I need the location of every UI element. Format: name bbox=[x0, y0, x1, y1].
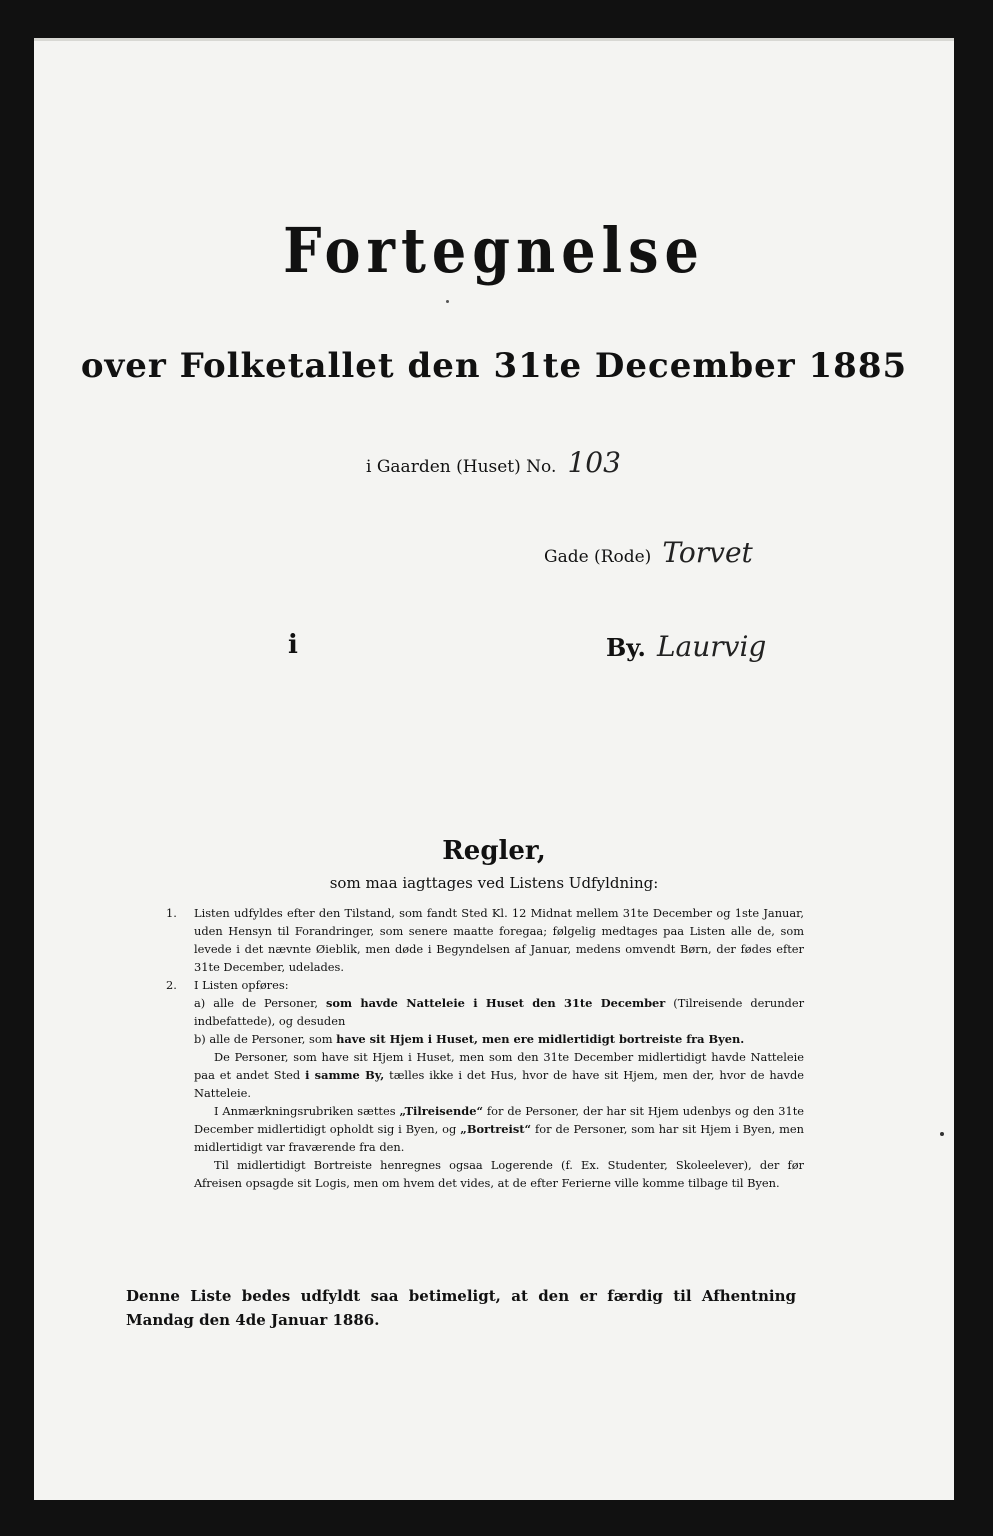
footer-line-2: Mandag den 4de Januar 1886. bbox=[126, 1311, 380, 1329]
rule-text: I Listen opføres: bbox=[194, 978, 289, 992]
ink-speck bbox=[446, 300, 449, 303]
rule-paragraph-2 bbox=[166, 1102, 804, 1156]
rule-bold-text: have sit Hjem i Huset, men ere midlertidigt bortreiste fra Byen. bbox=[336, 1032, 745, 1046]
rule-text: I Anmærkningsrubriken sættes bbox=[214, 1104, 396, 1118]
rule-text: a) alle de Personer, bbox=[194, 996, 318, 1010]
rule-bold-text: som havde Natteleie i Huset den 31te December bbox=[325, 996, 666, 1010]
rule-text: (Tilreisende derunder indbefattede), og desuden bbox=[194, 996, 805, 1028]
street-label: Gade (Rode) bbox=[544, 547, 652, 567]
street-value: Torvet bbox=[662, 536, 753, 569]
rules-subtitle: som maa iagttages ved Listens Udfyldning: bbox=[329, 874, 659, 892]
rules-title: Regler, bbox=[442, 836, 546, 866]
town-value: Laurvig bbox=[656, 630, 767, 663]
census-form-page bbox=[34, 38, 954, 1500]
rule-bold-text: „Tilreisende“ bbox=[399, 1104, 483, 1118]
rule-paragraph-3 bbox=[166, 1156, 804, 1192]
rule-item-2b bbox=[166, 1030, 804, 1048]
rule-paragraph-1 bbox=[166, 1048, 804, 1102]
ink-speck bbox=[940, 1132, 944, 1136]
footer-line-1: Denne Liste bedes udfyldt saa betimeligt, at den er færdig til Afhentning bbox=[126, 1287, 796, 1305]
rule-text: for de Personer, der har sit Hjem udenbys og den 31te December midlertidigt opholdt sig i Byen, og bbox=[194, 1104, 805, 1136]
rule-number: 1. bbox=[166, 906, 177, 920]
rule-bold-text: i samme By, bbox=[305, 1068, 385, 1082]
rule-text: for de Personer, som har sit Hjem i Byen, men midlertidigt var fraværende fra den. bbox=[194, 1122, 805, 1154]
rule-text: Til midlertidigt Bortreiste henregnes ogsaa Logerende (f. Ex. Studenter, Skoleelever), der før Afreisen opsagde sit Logis, men om hvem det vides, at de efter Ferierne ville komme tilbage til Byen. bbox=[194, 1158, 804, 1190]
form-title: Fortegnelse bbox=[283, 213, 705, 287]
rule-item-1 bbox=[166, 904, 804, 976]
town-field bbox=[606, 630, 766, 663]
rules-text bbox=[166, 904, 804, 1192]
rule-item-2 bbox=[166, 976, 804, 994]
house-number-label: i Gaarden (Huset) No. bbox=[366, 457, 557, 477]
rule-number: 2. bbox=[166, 978, 177, 992]
footer-note bbox=[126, 1284, 796, 1332]
town-label: By. bbox=[606, 633, 646, 662]
house-number-row bbox=[366, 446, 621, 479]
house-number-value: 103 bbox=[567, 446, 621, 479]
rule-text: Listen udfyldes efter den Tilstand, som fandt Sted Kl. 12 Midnat mellem 31te December og 1ste Januar, uden Hensyn til Forandringer, som senere maatte foregaa; følgelig medtages paa Listen alle de, som levede i det nævnte Øieblik, men døde i Begyndelsen af Januar, medens omvendt Børn, der fødes efter 31te December, udelades. bbox=[194, 906, 804, 974]
rule-text: b) alle de Personer, som bbox=[194, 1032, 333, 1046]
rule-text: De Personer, som have sit Hjem i Huset, men som den 31te December midlertidigt havde Natteleie paa et andet Sted bbox=[194, 1050, 804, 1082]
form-subtitle: over Folketallet den 31te December 1885 bbox=[80, 346, 908, 386]
rule-text: tælles ikke i det Hus, hvor de have sit Hjem, men der, hvor de havde Natteleie. bbox=[194, 1068, 804, 1100]
street-row bbox=[544, 536, 753, 569]
town-row bbox=[288, 630, 848, 663]
town-prefix: i bbox=[288, 630, 298, 660]
rule-bold-text: „Bortreist“ bbox=[460, 1122, 532, 1136]
rule-item-2a bbox=[166, 994, 804, 1030]
